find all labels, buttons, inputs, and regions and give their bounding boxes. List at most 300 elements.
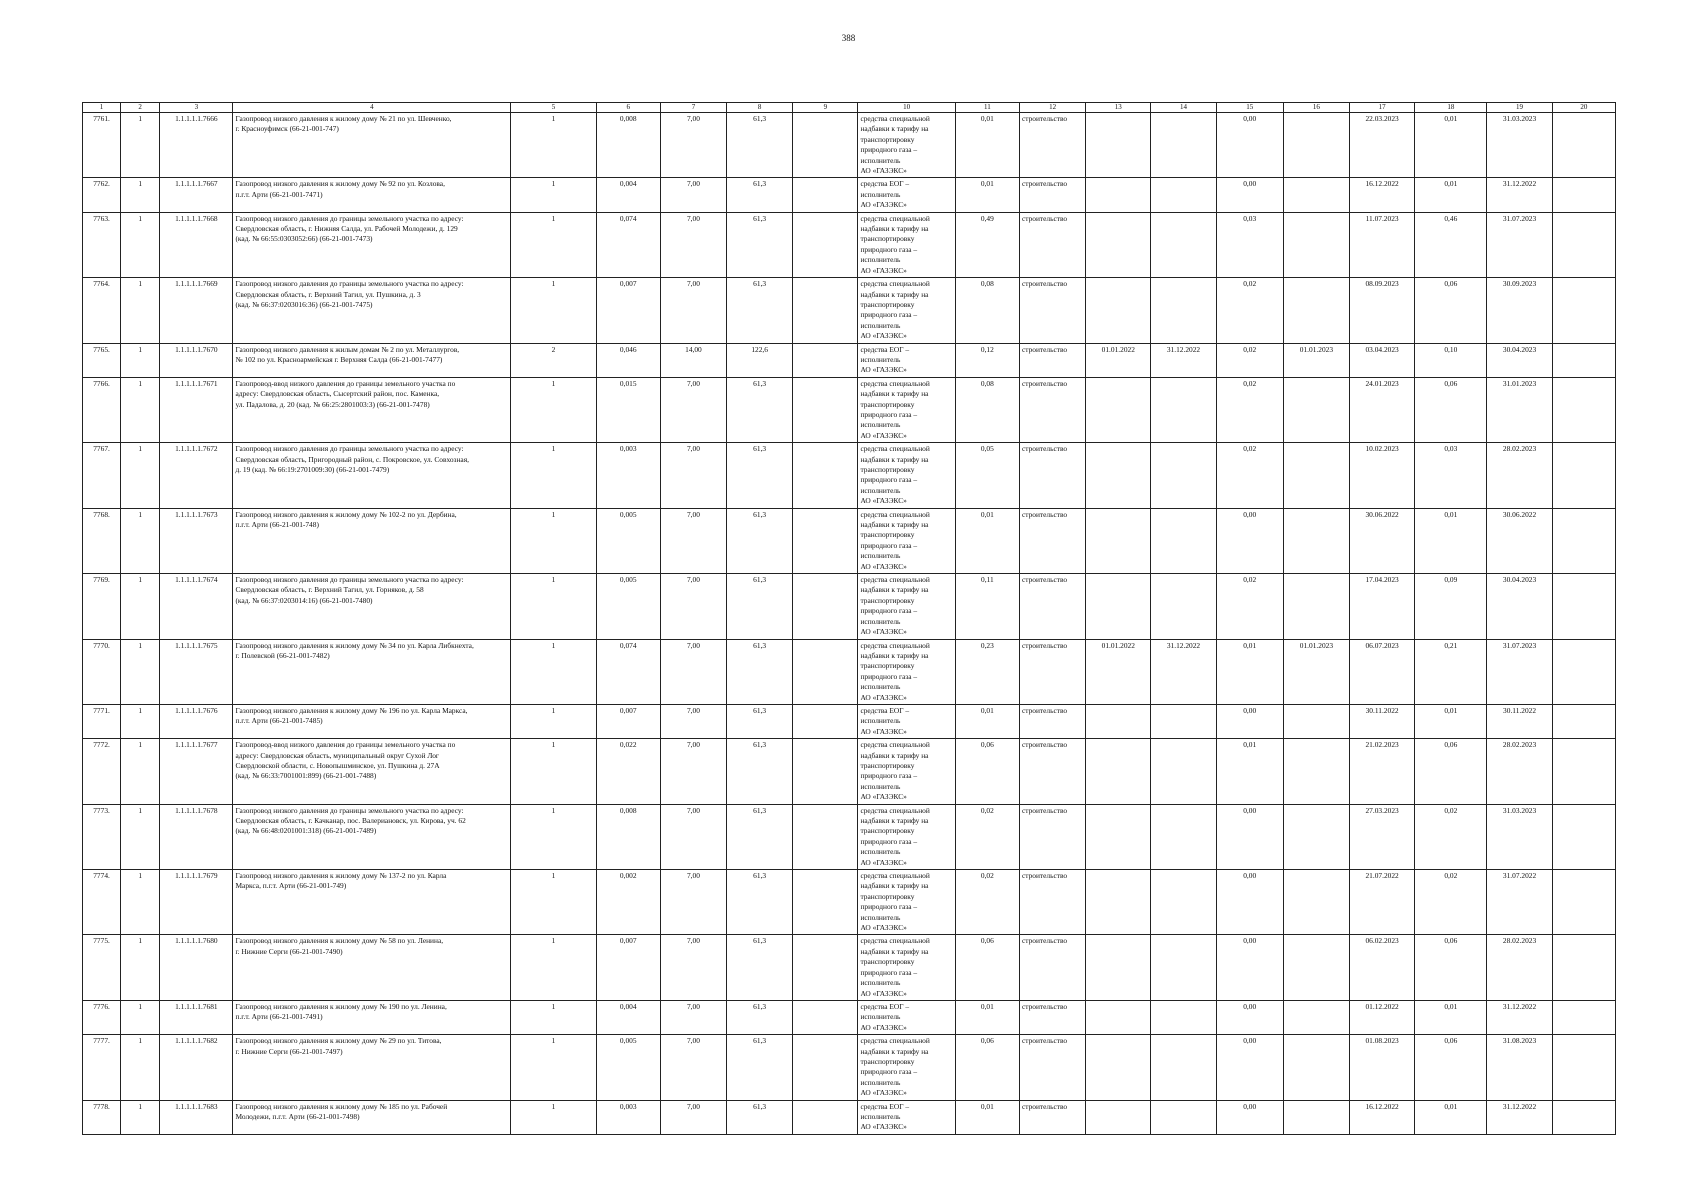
- column-header-5: 5: [511, 103, 596, 113]
- cell-c2: 1: [121, 377, 160, 442]
- cell-n: 7763.: [83, 212, 121, 277]
- cell-c17: 01.08.2023: [1350, 1035, 1415, 1100]
- cell-c17: 11.07.2023: [1350, 212, 1415, 277]
- column-header-18: 18: [1415, 103, 1487, 113]
- cell-c2: 1: [121, 935, 160, 1000]
- cell-src: средства специальной надбавки к тарифу на транспортировку природного газа – исполнитель АО «ГАЗЭКС»: [858, 377, 955, 442]
- cell-c14: 31.12.2022: [1151, 343, 1216, 377]
- cell-c5: 1: [511, 212, 596, 277]
- cell-c11: 0,06: [955, 935, 1019, 1000]
- cell-c18: 0,21: [1415, 639, 1487, 704]
- cell-c8: 61,3: [727, 1100, 793, 1134]
- cell-c9: [793, 113, 858, 178]
- column-header-4: 4: [233, 103, 511, 113]
- cell-c16: [1283, 178, 1349, 212]
- cell-c18: 0,01: [1415, 178, 1487, 212]
- cell-src: средства специальной надбавки к тарифу на транспортировку природного газа – исполнитель АО «ГАЗЭКС»: [858, 212, 955, 277]
- cell-c9: [793, 278, 858, 343]
- cell-code: 1.1.1.1.1.7674: [160, 574, 233, 639]
- cell-c19: 31.12.2022: [1487, 1100, 1552, 1134]
- cell-c8: 61,3: [727, 804, 793, 869]
- cell-c16: [1283, 1035, 1349, 1100]
- cell-desc: Газопровод низкого давления к жилому дому № 185 по ул. Рабочей Молодежи, п.г.т. Арти (66-21-001-7498): [233, 1100, 511, 1134]
- cell-c16: [1283, 443, 1349, 508]
- cell-c16: 01.01.2023: [1283, 343, 1349, 377]
- cell-c7: 7,00: [660, 1100, 726, 1134]
- cell-c9: [793, 870, 858, 935]
- cell-c17: 21.02.2023: [1350, 739, 1415, 804]
- cell-src: средства ЕОГ – исполнитель АО «ГАЗЭКС»: [858, 343, 955, 377]
- cell-n: 7774.: [83, 870, 121, 935]
- cell-c8: 61,3: [727, 639, 793, 704]
- cell-c6: 0,015: [596, 377, 660, 442]
- cell-c8: 61,3: [727, 377, 793, 442]
- cell-c19: 30.06.2022: [1487, 508, 1552, 573]
- cell-c6: 0,007: [596, 935, 660, 1000]
- cell-c14: 31.12.2022: [1151, 639, 1216, 704]
- cell-c8: 61,3: [727, 113, 793, 178]
- cell-c18: 0,01: [1415, 1000, 1487, 1034]
- cell-c15: 0,02: [1216, 377, 1283, 442]
- cell-c6: 0,007: [596, 704, 660, 738]
- cell-c9: [793, 804, 858, 869]
- cell-c7: 7,00: [660, 870, 726, 935]
- cell-n: 7767.: [83, 443, 121, 508]
- cell-c14: [1151, 1035, 1216, 1100]
- cell-c20: [1552, 574, 1615, 639]
- cell-c5: 1: [511, 935, 596, 1000]
- cell-c16: [1283, 1000, 1349, 1034]
- cell-c20: [1552, 1035, 1615, 1100]
- cell-code: 1.1.1.1.1.7682: [160, 1035, 233, 1100]
- cell-src: средства ЕОГ – исполнитель АО «ГАЗЭКС»: [858, 1100, 955, 1134]
- cell-c12: строительство: [1019, 935, 1085, 1000]
- cell-c2: 1: [121, 508, 160, 573]
- column-header-2: 2: [121, 103, 160, 113]
- cell-c2: 1: [121, 343, 160, 377]
- cell-c5: 1: [511, 508, 596, 573]
- column-header-9: 9: [793, 103, 858, 113]
- cell-c15: 0,02: [1216, 574, 1283, 639]
- cell-c5: 1: [511, 739, 596, 804]
- cell-c6: 0,004: [596, 1000, 660, 1034]
- cell-c17: 03.04.2023: [1350, 343, 1415, 377]
- cell-c2: 1: [121, 574, 160, 639]
- cell-c5: 1: [511, 1000, 596, 1034]
- cell-c14: [1151, 508, 1216, 573]
- cell-c7: 7,00: [660, 704, 726, 738]
- cell-c14: [1151, 739, 1216, 804]
- cell-c12: строительство: [1019, 1035, 1085, 1100]
- cell-c2: 1: [121, 278, 160, 343]
- cell-c14: [1151, 212, 1216, 277]
- cell-c9: [793, 1035, 858, 1100]
- cell-c15: 0,00: [1216, 178, 1283, 212]
- cell-c7: 7,00: [660, 574, 726, 639]
- cell-code: 1.1.1.1.1.7679: [160, 870, 233, 935]
- cell-c13: [1086, 704, 1151, 738]
- cell-c20: [1552, 804, 1615, 869]
- table-row: [83, 278, 1616, 343]
- column-header-8: 8: [727, 103, 793, 113]
- cell-c13: [1086, 574, 1151, 639]
- cell-c14: [1151, 113, 1216, 178]
- investment-program-table: [82, 102, 1616, 1135]
- cell-c8: 61,3: [727, 935, 793, 1000]
- cell-src: средства специальной надбавки к тарифу на транспортировку природного газа – исполнитель АО «ГАЗЭКС»: [858, 1035, 955, 1100]
- cell-c13: [1086, 508, 1151, 573]
- cell-c11: 0,06: [955, 1035, 1019, 1100]
- cell-c16: [1283, 278, 1349, 343]
- cell-c7: 7,00: [660, 212, 726, 277]
- cell-c9: [793, 443, 858, 508]
- cell-desc: Газопровод низкого давления к жилому дому № 29 по ул. Титова, г. Нижние Серги (66-21-001-7497): [233, 1035, 511, 1100]
- cell-c20: [1552, 704, 1615, 738]
- cell-c11: 0,49: [955, 212, 1019, 277]
- cell-c16: [1283, 804, 1349, 869]
- cell-c18: 0,02: [1415, 804, 1487, 869]
- table-row: [83, 1035, 1616, 1100]
- cell-c9: [793, 212, 858, 277]
- cell-c12: строительство: [1019, 212, 1085, 277]
- cell-c20: [1552, 508, 1615, 573]
- column-number-header-row: [83, 103, 1616, 113]
- cell-c11: 0,06: [955, 739, 1019, 804]
- cell-c2: 1: [121, 739, 160, 804]
- cell-c9: [793, 574, 858, 639]
- cell-c5: 1: [511, 1035, 596, 1100]
- cell-c18: 0,01: [1415, 508, 1487, 573]
- column-header-20: 20: [1552, 103, 1615, 113]
- cell-c20: [1552, 739, 1615, 804]
- cell-c13: [1086, 739, 1151, 804]
- cell-c20: [1552, 178, 1615, 212]
- cell-src: средства специальной надбавки к тарифу на транспортировку природного газа – исполнитель АО «ГАЗЭКС»: [858, 870, 955, 935]
- cell-code: 1.1.1.1.1.7677: [160, 739, 233, 804]
- cell-c9: [793, 343, 858, 377]
- table-row: [83, 212, 1616, 277]
- cell-c14: [1151, 278, 1216, 343]
- cell-desc: Газопровод низкого давления до границы земельного участка по адресу: Свердловская область, г. Нижняя Салда, ул. Рабочей Молодежи, д. 129 (кад. № 66:55:0303052:66) (66-21-001-7473): [233, 212, 511, 277]
- cell-code: 1.1.1.1.1.7670: [160, 343, 233, 377]
- cell-n: 7769.: [83, 574, 121, 639]
- cell-desc: Газопровод-ввод низкого давления до границы земельного участка по адресу: Свердловская область, Сысертский район, пос. Каменка, ул. Падалова, д. 20 (кад. № 66:25:2801003:3) (66-21-001-7478): [233, 377, 511, 442]
- cell-c9: [793, 639, 858, 704]
- cell-n: 7777.: [83, 1035, 121, 1100]
- cell-c12: строительство: [1019, 704, 1085, 738]
- cell-c16: [1283, 1100, 1349, 1134]
- cell-c12: строительство: [1019, 739, 1085, 804]
- cell-c19: 31.03.2023: [1487, 804, 1552, 869]
- cell-c8: 61,3: [727, 704, 793, 738]
- cell-c8: 61,3: [727, 508, 793, 573]
- cell-c16: [1283, 704, 1349, 738]
- cell-code: 1.1.1.1.1.7681: [160, 1000, 233, 1034]
- cell-c19: 31.07.2023: [1487, 639, 1552, 704]
- cell-code: 1.1.1.1.1.7683: [160, 1100, 233, 1134]
- cell-c5: 1: [511, 178, 596, 212]
- cell-c20: [1552, 377, 1615, 442]
- cell-c14: [1151, 870, 1216, 935]
- cell-c12: строительство: [1019, 1000, 1085, 1034]
- cell-c7: 7,00: [660, 113, 726, 178]
- cell-c17: 24.01.2023: [1350, 377, 1415, 442]
- cell-desc: Газопровод низкого давления к жилому дому № 34 по ул. Карла Либкнехта, г. Полевской (66-21-001-7482): [233, 639, 511, 704]
- column-header-3: 3: [160, 103, 233, 113]
- cell-c15: 0,00: [1216, 935, 1283, 1000]
- cell-c18: 0,06: [1415, 935, 1487, 1000]
- cell-c13: 01.01.2022: [1086, 639, 1151, 704]
- cell-c17: 06.02.2023: [1350, 935, 1415, 1000]
- cell-c19: 28.02.2023: [1487, 935, 1552, 1000]
- cell-c15: 0,02: [1216, 278, 1283, 343]
- cell-c17: 21.07.2022: [1350, 870, 1415, 935]
- cell-c16: [1283, 870, 1349, 935]
- cell-desc: Газопровод низкого давления к жилому дому № 21 по ул. Шевченко, г. Красноуфимск (66-21-001-747): [233, 113, 511, 178]
- cell-c15: 0,02: [1216, 443, 1283, 508]
- cell-c7: 7,00: [660, 739, 726, 804]
- table-row: [83, 443, 1616, 508]
- cell-c13: [1086, 935, 1151, 1000]
- cell-c16: [1283, 739, 1349, 804]
- cell-c5: 1: [511, 804, 596, 869]
- cell-c6: 0,007: [596, 278, 660, 343]
- cell-c17: 16.12.2022: [1350, 178, 1415, 212]
- table-row: [83, 574, 1616, 639]
- cell-n: 7773.: [83, 804, 121, 869]
- cell-c15: 0,00: [1216, 870, 1283, 935]
- cell-c2: 1: [121, 704, 160, 738]
- cell-c5: 1: [511, 377, 596, 442]
- cell-c9: [793, 508, 858, 573]
- cell-c6: 0,022: [596, 739, 660, 804]
- cell-c19: 28.02.2023: [1487, 443, 1552, 508]
- cell-c18: 0,01: [1415, 704, 1487, 738]
- cell-n: 7762.: [83, 178, 121, 212]
- cell-c15: 0,00: [1216, 113, 1283, 178]
- cell-c11: 0,02: [955, 870, 1019, 935]
- cell-c2: 1: [121, 870, 160, 935]
- cell-c11: 0,08: [955, 377, 1019, 442]
- column-header-13: 13: [1086, 103, 1151, 113]
- cell-code: 1.1.1.1.1.7669: [160, 278, 233, 343]
- cell-src: средства специальной надбавки к тарифу на транспортировку природного газа – исполнитель АО «ГАЗЭКС»: [858, 639, 955, 704]
- cell-c16: [1283, 574, 1349, 639]
- table-row: [83, 178, 1616, 212]
- cell-src: средства ЕОГ – исполнитель АО «ГАЗЭКС»: [858, 704, 955, 738]
- column-header-1: 1: [83, 103, 121, 113]
- cell-desc: Газопровод низкого давления до границы земельного участка по адресу: Свердловская область, г. Верхний Тагил, ул. Горняков, д. 58 (кад. № 66:37:0203014:16) (66-21-001-7480): [233, 574, 511, 639]
- column-header-6: 6: [596, 103, 660, 113]
- table-row: [83, 508, 1616, 573]
- cell-c9: [793, 377, 858, 442]
- cell-c13: [1086, 1000, 1151, 1034]
- cell-c11: 0,01: [955, 1000, 1019, 1034]
- cell-c11: 0,05: [955, 443, 1019, 508]
- cell-c19: 30.11.2022: [1487, 704, 1552, 738]
- cell-src: средства специальной надбавки к тарифу на транспортировку природного газа – исполнитель АО «ГАЗЭКС»: [858, 113, 955, 178]
- cell-c15: 0,00: [1216, 704, 1283, 738]
- cell-c12: строительство: [1019, 1100, 1085, 1134]
- cell-c6: 0,008: [596, 804, 660, 869]
- cell-c7: 7,00: [660, 1000, 726, 1034]
- cell-c2: 1: [121, 1000, 160, 1034]
- cell-c6: 0,005: [596, 508, 660, 573]
- cell-c5: 1: [511, 443, 596, 508]
- cell-c8: 61,3: [727, 178, 793, 212]
- cell-src: средства ЕОГ – исполнитель АО «ГАЗЭКС»: [858, 1000, 955, 1034]
- cell-src: средства специальной надбавки к тарифу на транспортировку природного газа – исполнитель АО «ГАЗЭКС»: [858, 574, 955, 639]
- cell-n: 7768.: [83, 508, 121, 573]
- cell-c6: 0,074: [596, 212, 660, 277]
- cell-c18: 0,03: [1415, 443, 1487, 508]
- table-row: [83, 935, 1616, 1000]
- cell-c11: 0,12: [955, 343, 1019, 377]
- cell-c19: 31.03.2023: [1487, 113, 1552, 178]
- cell-c15: 0,00: [1216, 804, 1283, 869]
- cell-n: 7764.: [83, 278, 121, 343]
- cell-c20: [1552, 935, 1615, 1000]
- table-row: [83, 870, 1616, 935]
- cell-c5: 1: [511, 1100, 596, 1134]
- cell-c17: 10.02.2023: [1350, 443, 1415, 508]
- cell-c8: 61,3: [727, 870, 793, 935]
- cell-c18: 0,06: [1415, 278, 1487, 343]
- cell-c6: 0,003: [596, 1100, 660, 1134]
- table-row: [83, 343, 1616, 377]
- cell-c20: [1552, 278, 1615, 343]
- cell-c6: 0,002: [596, 870, 660, 935]
- cell-c9: [793, 1000, 858, 1034]
- cell-desc: Газопровод низкого давления к жилому дому № 92 по ул. Козлова, п.г.т. Арти (66-21-001-7471): [233, 178, 511, 212]
- cell-c17: 06.07.2023: [1350, 639, 1415, 704]
- cell-c20: [1552, 870, 1615, 935]
- cell-desc: Газопровод-ввод низкого давления до границы земельного участка по адресу: Свердловская область, муниципальный округ Сухой Лог Свердловской области, с. Новопышминское, ул. Пушкина д. 27А (кад. № 66:33:7001001:899) (66-21-001-7488): [233, 739, 511, 804]
- cell-c5: 1: [511, 574, 596, 639]
- cell-c17: 22.03.2023: [1350, 113, 1415, 178]
- cell-src: средства специальной надбавки к тарифу на транспортировку природного газа – исполнитель АО «ГАЗЭКС»: [858, 935, 955, 1000]
- cell-c17: 08.09.2023: [1350, 278, 1415, 343]
- cell-c5: 1: [511, 278, 596, 343]
- cell-n: 7772.: [83, 739, 121, 804]
- cell-c9: [793, 1100, 858, 1134]
- cell-c8: 61,3: [727, 1000, 793, 1034]
- cell-c6: 0,008: [596, 113, 660, 178]
- cell-n: 7778.: [83, 1100, 121, 1134]
- cell-c14: [1151, 1100, 1216, 1134]
- cell-c14: [1151, 1000, 1216, 1034]
- cell-c7: 14,00: [660, 343, 726, 377]
- cell-c13: [1086, 1035, 1151, 1100]
- cell-c13: [1086, 443, 1151, 508]
- cell-c8: 61,3: [727, 574, 793, 639]
- cell-c17: 27.03.2023: [1350, 804, 1415, 869]
- cell-code: 1.1.1.1.1.7667: [160, 178, 233, 212]
- cell-c11: 0,01: [955, 1100, 1019, 1134]
- cell-c18: 0,06: [1415, 377, 1487, 442]
- cell-desc: Газопровод низкого давления до границы земельного участка по адресу: Свердловская область, г. Верхний Тагил, ул. Пушкина, д. 3 (кад. № 66:37:0203016:36) (66-21-001-7475): [233, 278, 511, 343]
- cell-src: средства специальной надбавки к тарифу на транспортировку природного газа – исполнитель АО «ГАЗЭКС»: [858, 739, 955, 804]
- cell-desc: Газопровод низкого давления к жилому дому № 102-2 по ул. Дербина, п.г.т. Арти (66-21-001-748): [233, 508, 511, 573]
- cell-c17: 17.04.2023: [1350, 574, 1415, 639]
- column-header-14: 14: [1151, 103, 1216, 113]
- column-header-11: 11: [955, 103, 1019, 113]
- cell-c14: [1151, 804, 1216, 869]
- cell-c12: строительство: [1019, 804, 1085, 869]
- cell-c7: 7,00: [660, 804, 726, 869]
- cell-c12: строительство: [1019, 574, 1085, 639]
- cell-n: 7775.: [83, 935, 121, 1000]
- cell-src: средства специальной надбавки к тарифу на транспортировку природного газа – исполнитель АО «ГАЗЭКС»: [858, 443, 955, 508]
- cell-c14: [1151, 935, 1216, 1000]
- cell-code: 1.1.1.1.1.7671: [160, 377, 233, 442]
- cell-c17: 30.11.2022: [1350, 704, 1415, 738]
- page-number: 388: [841, 33, 856, 43]
- table-row: [83, 739, 1616, 804]
- cell-c11: 0,01: [955, 113, 1019, 178]
- column-header-10: 10: [858, 103, 955, 113]
- cell-c15: 0,01: [1216, 639, 1283, 704]
- column-header-12: 12: [1019, 103, 1085, 113]
- cell-c20: [1552, 212, 1615, 277]
- cell-c5: 1: [511, 704, 596, 738]
- cell-code: 1.1.1.1.1.7680: [160, 935, 233, 1000]
- cell-code: 1.1.1.1.1.7666: [160, 113, 233, 178]
- cell-c6: 0,074: [596, 639, 660, 704]
- cell-c8: 61,3: [727, 443, 793, 508]
- cell-c20: [1552, 113, 1615, 178]
- cell-c7: 7,00: [660, 639, 726, 704]
- cell-code: 1.1.1.1.1.7678: [160, 804, 233, 869]
- cell-c7: 7,00: [660, 278, 726, 343]
- cell-c19: 31.07.2022: [1487, 870, 1552, 935]
- cell-c12: строительство: [1019, 870, 1085, 935]
- cell-c14: [1151, 704, 1216, 738]
- cell-c11: 0,02: [955, 804, 1019, 869]
- cell-c16: [1283, 508, 1349, 573]
- cell-n: 7771.: [83, 704, 121, 738]
- cell-code: 1.1.1.1.1.7673: [160, 508, 233, 573]
- cell-c9: [793, 704, 858, 738]
- cell-c18: 0,06: [1415, 739, 1487, 804]
- cell-src: средства ЕОГ – исполнитель АО «ГАЗЭКС»: [858, 178, 955, 212]
- cell-c18: 0,09: [1415, 574, 1487, 639]
- cell-c7: 7,00: [660, 178, 726, 212]
- cell-c18: 0,01: [1415, 113, 1487, 178]
- cell-c12: строительство: [1019, 343, 1085, 377]
- cell-n: 7761.: [83, 113, 121, 178]
- cell-n: 7766.: [83, 377, 121, 442]
- cell-c13: [1086, 113, 1151, 178]
- column-header-16: 16: [1283, 103, 1349, 113]
- cell-c5: 1: [511, 870, 596, 935]
- cell-c19: 28.02.2023: [1487, 739, 1552, 804]
- cell-c18: 0,46: [1415, 212, 1487, 277]
- cell-c6: 0,004: [596, 178, 660, 212]
- cell-c16: [1283, 935, 1349, 1000]
- cell-c5: 1: [511, 113, 596, 178]
- cell-c12: строительство: [1019, 178, 1085, 212]
- cell-c14: [1151, 377, 1216, 442]
- cell-c2: 1: [121, 804, 160, 869]
- cell-c11: 0,01: [955, 178, 1019, 212]
- cell-c7: 7,00: [660, 935, 726, 1000]
- cell-c2: 1: [121, 113, 160, 178]
- cell-c11: 0,01: [955, 704, 1019, 738]
- cell-c13: [1086, 278, 1151, 343]
- cell-c8: 61,3: [727, 739, 793, 804]
- cell-c15: 0,01: [1216, 739, 1283, 804]
